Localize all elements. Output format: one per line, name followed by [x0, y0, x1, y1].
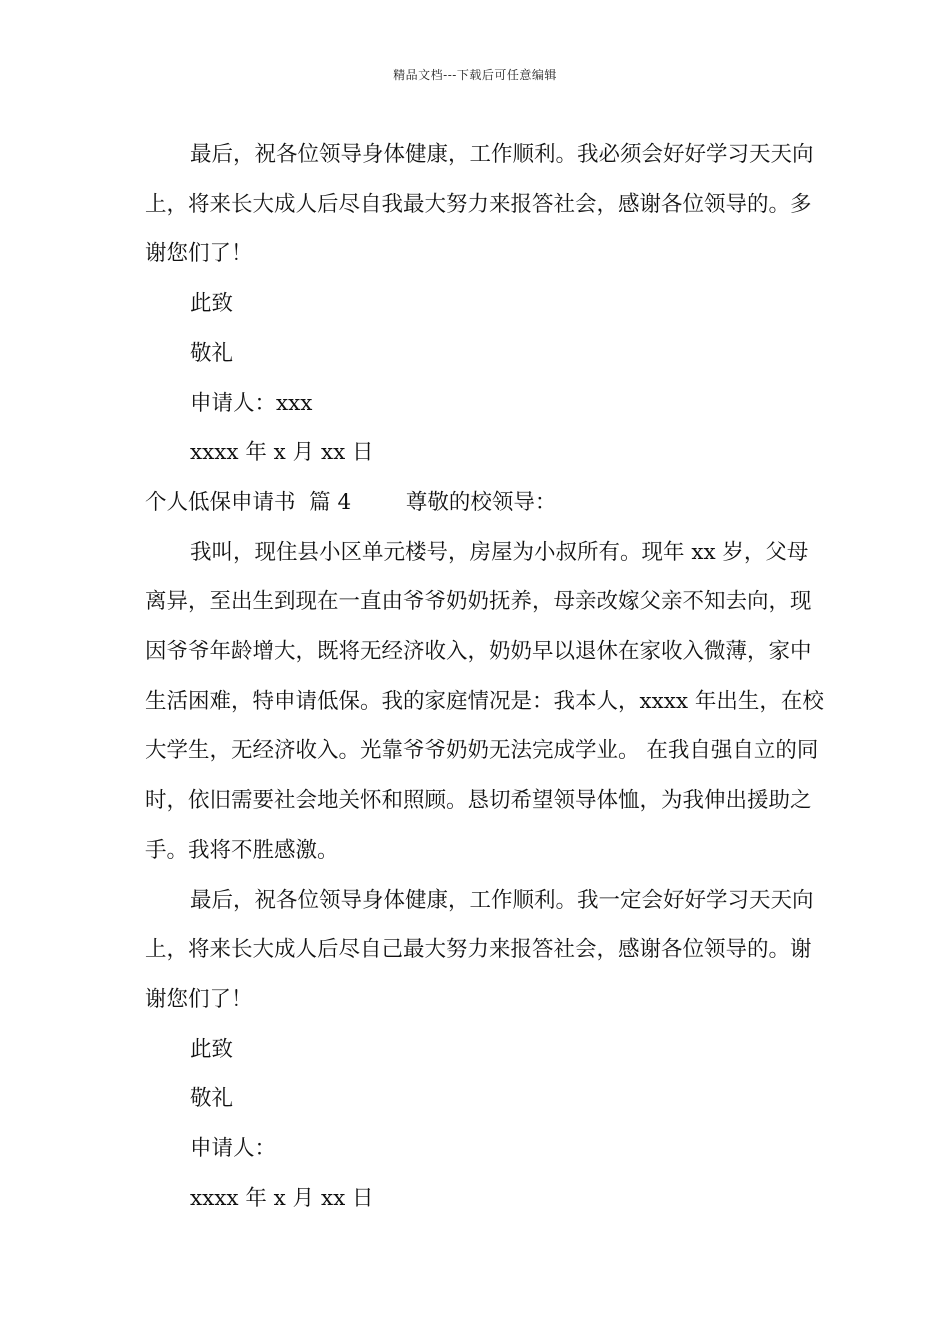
salutation-cizhi-2: 此致	[190, 1036, 234, 1062]
salutation-cizhi-1: 此致	[190, 291, 234, 317]
applicant-line-2: 申请人：	[190, 1136, 277, 1162]
date-line-2: xxxx 年 x 月 xx 日	[190, 1185, 374, 1211]
page-header: 精品文档---下载后可任意编辑	[393, 68, 557, 82]
closing-paragraph-2: 最后，祝各位领导身体健康，工作顺利。我一定会好好学习天天向上，将来长大成人后尽自己最大努力来报答社会，感谢各位领导的。谢谢您们了！	[145, 887, 814, 1012]
salutation-jingli-2: 敬礼	[190, 1086, 234, 1112]
closing-paragraph-1: 最后，祝各位领导身体健康，工作顺利。我必须会好好学习天天向上，将来长大成人后尽自我最大努力来报答社会，感谢各位领导的。多谢您们了！	[145, 142, 814, 267]
section-title-line: 个人低保申请书 篇 4 尊敬的校领导：	[145, 489, 557, 515]
body-paragraph: 我叫，现住县小区单元楼号，房屋为小叔所有。现年 xx 岁，父母离异，至出生到现在一直由爷爷奶奶抚养，母亲改嫁父亲不知去向，现因爷爷年龄增大，既将无经济收入，奶奶早以退休在家收入微薄，家中生活困难，特申请低保。我的家庭情况是：我本人，xxxx 年出生，在校大学生，无经济收入。光靠爷爷奶奶无法完成学业。 在我自强自立的同时，依旧需要社会地关怀和照顾。恳切希望领导体恤，为我伸出援助之手。我将不胜感激。	[145, 539, 824, 863]
salutation-jingli-1: 敬礼	[190, 340, 234, 366]
document-body	[145, 130, 825, 1223]
applicant-line-1: 申请人：xxx	[190, 390, 313, 416]
date-line-1: xxxx 年 x 月 xx 日	[190, 440, 374, 466]
